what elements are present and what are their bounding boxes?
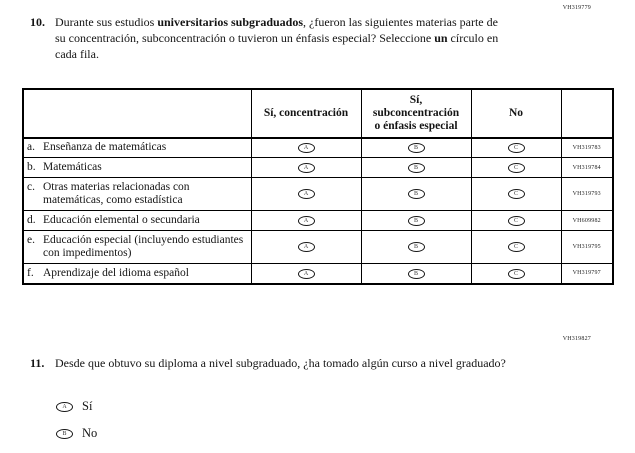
answer-bubble-f1[interactable]: A <box>298 269 315 279</box>
question-11-number: 11. <box>30 356 45 370</box>
row-d-code: VH609982 <box>561 211 613 231</box>
row-a-col1-cell <box>251 138 361 158</box>
q10-text-bold2: un <box>434 30 448 45</box>
question-11-options <box>56 399 97 453</box>
row-c-col3-cell <box>471 178 561 211</box>
row-a-label-cell <box>23 138 251 158</box>
answer-bubble-c1[interactable]: A <box>298 189 315 199</box>
row-b-col3-cell <box>471 158 561 178</box>
question-10 <box>30 15 510 62</box>
row-a-col2-cell <box>361 138 471 158</box>
row-d-col1-cell <box>251 211 361 231</box>
answer-bubble-d1[interactable]: A <box>298 216 315 226</box>
answer-bubble-si[interactable]: A <box>56 402 73 412</box>
q11-option-si <box>56 399 97 414</box>
answer-bubble-b1[interactable]: A <box>298 163 315 173</box>
row-e-col1-cell <box>251 231 361 264</box>
answer-bubble-a3[interactable]: C <box>508 143 525 153</box>
question-11 <box>30 356 605 372</box>
row-a-code: VH319783 <box>561 138 613 158</box>
header-line-2: subconcentración <box>372 106 460 119</box>
row-letter: b. <box>27 160 36 173</box>
table-row-c <box>23 178 613 211</box>
option-label-no: No <box>82 426 98 440</box>
row-b-col2-cell <box>361 158 471 178</box>
row-b-code: VH319784 <box>561 158 613 178</box>
option-label-si: Sí <box>82 399 93 413</box>
question-10-number: 10. <box>30 15 45 29</box>
table-row-a <box>23 138 613 158</box>
header-line-3: o énfasis especial <box>374 119 458 132</box>
row-c-col2-cell <box>361 178 471 211</box>
row-e-col3-cell <box>471 231 561 264</box>
q10-table-header-row <box>23 89 613 138</box>
row-letter: c. <box>27 180 35 193</box>
row-e-label-cell <box>23 231 251 264</box>
answer-bubble-no[interactable]: B <box>56 429 73 439</box>
row-c-code: VH319793 <box>561 178 613 211</box>
row-letter: f. <box>27 266 34 279</box>
answer-bubble-d2[interactable]: B <box>408 216 425 226</box>
row-e-col2-cell <box>361 231 471 264</box>
answer-bubble-f3[interactable]: C <box>508 269 525 279</box>
header-no: No <box>471 89 561 138</box>
row-d-label-cell <box>23 211 251 231</box>
row-b-label-cell <box>23 158 251 178</box>
row-label: Enseñanza de matemáticas <box>43 141 167 154</box>
question-11-text: Desde que obtuvo su diploma a nivel subgraduado, ¿ha tomado algún curso a nivel graduado? <box>55 356 506 370</box>
header-line-1: Sí, <box>409 94 423 106</box>
q10-answer-table <box>22 88 614 285</box>
answer-bubble-b3[interactable]: C <box>508 163 525 173</box>
answer-bubble-d3[interactable]: C <box>508 216 525 226</box>
answer-bubble-e1[interactable]: A <box>298 242 315 252</box>
row-b-col1-cell <box>251 158 361 178</box>
q10-text-bold1: universitarios subgraduados <box>157 15 304 29</box>
q10-text-seg5: círculo en cada fila. <box>55 30 499 61</box>
table-row-e <box>23 231 613 264</box>
row-c-col1-cell <box>251 178 361 211</box>
answer-bubble-a1[interactable]: A <box>298 143 315 153</box>
header-empty-cell <box>23 89 251 138</box>
answer-bubble-e2[interactable]: B <box>408 242 425 252</box>
row-f-code: VH319797 <box>561 264 613 284</box>
row-d-col2-cell <box>361 211 471 231</box>
answer-bubble-c2[interactable]: B <box>408 189 425 199</box>
answer-bubble-f2[interactable]: B <box>408 269 425 279</box>
row-label: Matemáticas <box>43 160 102 173</box>
table-row-f <box>23 264 613 284</box>
question-10-text <box>55 15 507 62</box>
row-label: Educación especial (incluyendo estudiantes con impedimentos) <box>43 233 244 260</box>
row-label: Educación elemental o secundaria <box>43 213 200 226</box>
q10-text-seg1: Durante sus estudios <box>55 15 158 29</box>
header-si-subconcentracion <box>361 89 471 138</box>
q10-text-seg3: , ¿fueron las siguientes materias parte de su concentración, subconcentración o tuvieron un énfasis especial? Seleccione <box>55 15 498 45</box>
row-label: Aprendizaje del idioma español <box>43 266 189 279</box>
q11-option-no <box>56 426 97 441</box>
answer-bubble-c3[interactable]: C <box>508 189 525 199</box>
row-a-col3-cell <box>471 138 561 158</box>
form-code-top: VH319779 <box>562 5 591 11</box>
header-si-concentracion: Sí, concentración <box>251 89 361 138</box>
row-f-col1-cell <box>251 264 361 284</box>
answer-bubble-e3[interactable]: C <box>508 242 525 252</box>
row-letter: d. <box>27 213 36 226</box>
table-row-d <box>23 211 613 231</box>
row-letter: a. <box>27 141 35 154</box>
row-letter: e. <box>27 233 35 246</box>
answer-bubble-a2[interactable]: B <box>408 143 425 153</box>
header-code-cell <box>561 89 613 138</box>
table-row-b <box>23 158 613 178</box>
row-d-col3-cell <box>471 211 561 231</box>
row-label: Otras materias relacionadas con matemáticas, como estadística <box>43 180 190 207</box>
row-e-code: VH319795 <box>561 231 613 264</box>
row-f-col2-cell <box>361 264 471 284</box>
row-c-label-cell <box>23 178 251 211</box>
answer-bubble-b2[interactable]: B <box>408 163 425 173</box>
row-f-col3-cell <box>471 264 561 284</box>
form-code-q11: VH319827 <box>562 336 591 342</box>
row-f-label-cell <box>23 264 251 284</box>
